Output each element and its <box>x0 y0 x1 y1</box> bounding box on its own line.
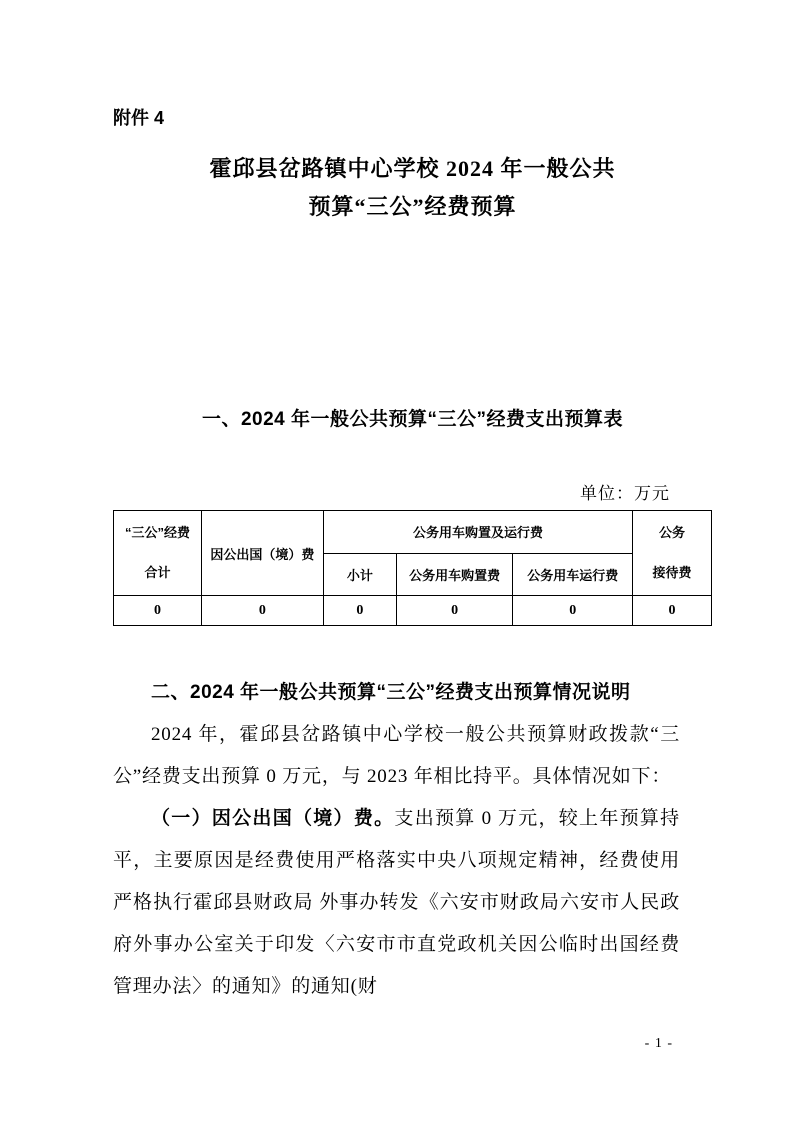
page-number: - 1 - <box>644 1036 673 1051</box>
header-cell-vehicle-group: 公务用车购置及运行费 <box>323 511 632 554</box>
section1-heading: 一、2024 年一般公共预算“三公”经费支出预算表 <box>201 409 624 430</box>
value-purchase: 0 <box>396 596 513 626</box>
section2-heading: 二、2024 年一般公共预算“三公”经费支出预算情况说明 <box>151 682 631 703</box>
header-cell-purchase: 公务用车购置费 <box>396 553 513 596</box>
document-title <box>113 150 712 226</box>
table-data-row <box>114 596 712 626</box>
body-text <box>113 714 712 1008</box>
paragraph-abroad-body: 支出预算 0 万元，较上年预算持平，主要原因是经费使用严格落实中央八项规定精神，经费使用严格执行霍邱县财政局 外事办转发《六安市财政局六安市人民政府外事办公室关于印发〈六安市市直党政机关因公临时出国经费管理办法〉的通知》的通知(财 <box>113 808 680 997</box>
header-cell-total <box>114 511 202 596</box>
paragraph-abroad-lead: （一）因公出国（境）费。 <box>151 808 395 829</box>
header-cell-reception <box>633 511 712 596</box>
value-total: 0 <box>114 596 202 626</box>
paragraph-abroad-expense <box>113 798 680 1008</box>
paragraph-overview: 2024 年，霍邱县岔路镇中心学校一般公共预算财政拨款“三公”经费支出预算 0 万元，与 2023 年相比持平。具体情况如下： <box>113 724 680 787</box>
document-title-line1: 霍邱县岔路镇中心学校 2024 年一般公共 <box>209 156 616 181</box>
header-total-line1: “三公”经费 <box>124 525 190 540</box>
header-reception-line2: 接待费 <box>652 565 692 580</box>
header-cell-operation: 公务用车运行费 <box>513 553 633 596</box>
attachment-label: 附件 4 <box>113 108 165 128</box>
header-total-line2: 合计 <box>144 565 171 580</box>
header-cell-abroad: 因公出国（境）费 <box>201 511 323 596</box>
header-reception-line1: 公务 <box>659 525 686 540</box>
value-operation: 0 <box>513 596 633 626</box>
value-reception: 0 <box>633 596 712 626</box>
unit-label: 单位：万元 <box>580 484 670 503</box>
budget-table <box>113 510 712 626</box>
value-subtotal: 0 <box>323 596 396 626</box>
header-cell-subtotal: 小计 <box>323 553 396 596</box>
value-abroad: 0 <box>201 596 323 626</box>
table-header-row-1 <box>114 511 712 554</box>
document-title-line2: 预算“三公”经费预算 <box>308 194 517 219</box>
